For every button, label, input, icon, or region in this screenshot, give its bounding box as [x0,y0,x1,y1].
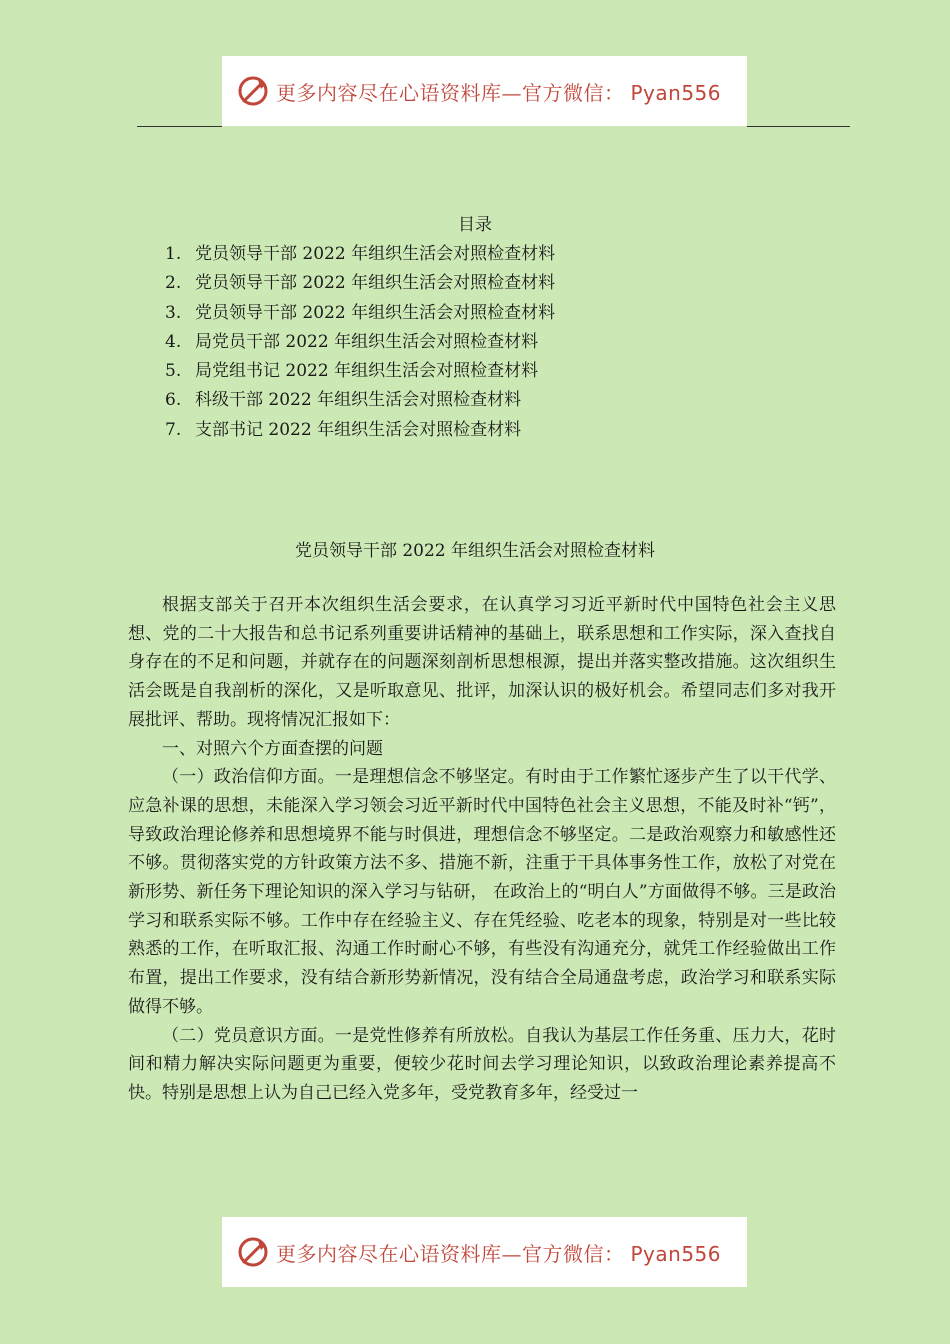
toc-item [165,386,555,415]
body-paragraph: （二）党员意识方面。一是党性修养有所放松。自我认为基层工作任务重、压力大，花时间和精力解决实际问题更为重要，便较少花时间去学习理论知识，以致政治理论素养提高不快。特别是思想上认为自己已经入党多年，受党教育多年，经受过一 [128,1025,836,1103]
toc-item-number: 5. [165,361,182,382]
toc-item-text: 局党组书记 2022 年组织生活会对照检查材料 [195,361,539,382]
toc-item-number: 1. [165,244,182,264]
toc-item-number: 7. [165,419,182,440]
banner-text: 更多内容尽在心语资料库—官方微信： Pyan556 [276,1241,722,1266]
document-body [128,591,836,1108]
toc-item [165,357,555,386]
toc-item [165,416,555,445]
brush-logo-icon [236,74,270,108]
document-title: 党员领导干部 2022 年组织生活会对照检查材料 [294,541,656,561]
toc-item [165,240,555,269]
body-paragraph: 根据支部关于召开本次组织生活会要求，在认真学习习近平新时代中国特色社会主义思想、党的二十大报告和总书记系列重要讲话精神的基础上，联系思想和工作实际，深入查找自身存在的不足和问题，并就存在的问题深刻剖析思想根源，提出并落实整改措施。这次组织生活会既是自我剖析的深化，又是听取意见、批评，加深认识的极好机会。希望同志们多对我开展批评、帮助。现将情况汇报如下： [128,595,836,730]
table-of-contents [165,240,555,445]
toc-item [165,269,555,298]
toc-item-text: 党员领导干部 2022 年组织生活会对照检查材料 [195,302,556,323]
toc-item [165,299,555,328]
toc-item-text: 科级干部 2022 年组织生活会对照检查材料 [195,390,522,411]
brush-logo-icon [236,1235,270,1269]
body-paragraph: （一）政治信仰方面。一是理想信念不够坚定。有时由于工作繁忙逐步产生了以干代学、应急补课的思想，未能深入学习领会习近平新时代中国特色社会主义思想，不能及时补“钙”，导致政治理论修养和思想境界不能与时俱进，理想信念不够坚定。二是政治观察力和敏感性还不够。贯彻落实党的方针政策方法不多、措施不新，注重于干具体事务性工作，放松了对党在新形势、新任务下理论知识的深入学习与钻研， 在政治上的“明白人”方面做得不够。三是政治学习和联系实际不够。工作中存在经验主义、存在凭经验、吃老本的现象，特别是对一些比较熟悉的工作，在听取汇报、沟通工作时耐心不够，有些没有沟通充分，就凭工作经验做出工作布置，提出工作要求，没有结合新形势新情况，没有结合全局通盘考虑，政治学习和联系实际做得不够。 [128,767,836,1017]
header-watermark-banner [222,56,747,126]
toc-item-number: 2. [165,273,182,294]
banner-wechat-id: Pyan556 [630,80,722,105]
toc-item-text: 支部书记 2022 年组织生活会对照检查材料 [195,419,522,440]
toc-title: 目录 [458,215,492,235]
toc-item-text: 党员领导干部 2022 年组织生活会对照检查材料 [195,244,556,264]
toc-item-text: 党员领导干部 2022 年组织生活会对照检查材料 [195,273,556,294]
section-heading: 一、对照六个方面查摆的问题 [162,738,383,759]
footer-watermark-banner [222,1217,747,1287]
banner-wechat-id: Pyan556 [630,1241,722,1266]
toc-item-number: 4. [165,331,182,352]
header-rule-left [137,126,222,127]
toc-item-number: 6. [165,390,182,411]
banner-text: 更多内容尽在心语资料库—官方微信： Pyan556 [276,80,722,105]
toc-item-text: 局党员干部 2022 年组织生活会对照检查材料 [195,331,539,352]
header-rule-right [747,126,850,127]
toc-item-number: 3. [165,302,182,323]
toc-item [165,328,555,357]
